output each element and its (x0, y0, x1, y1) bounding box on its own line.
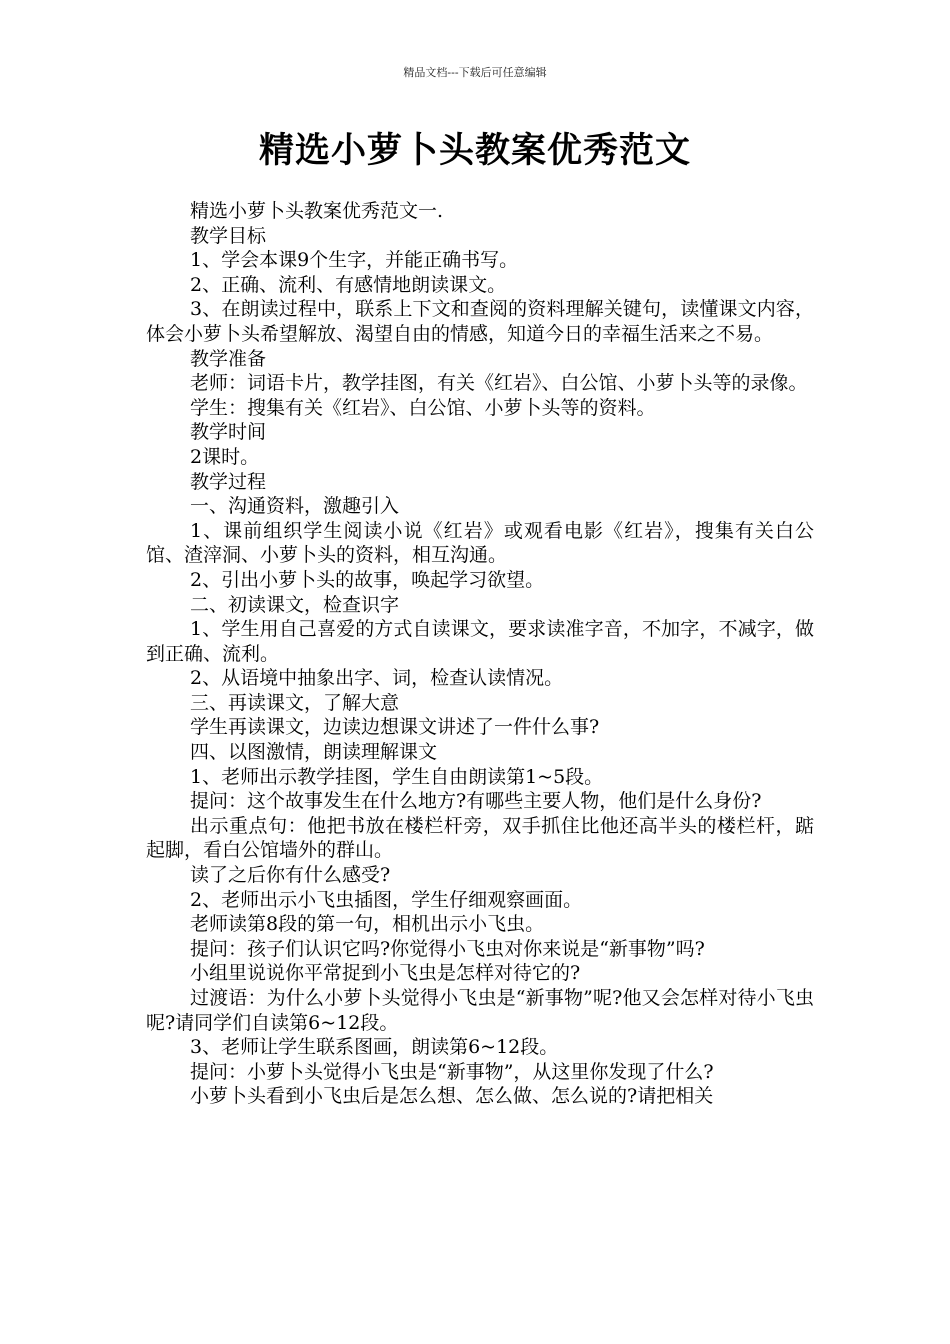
document-paragraph: 教学目标 (190, 224, 267, 247)
document-paragraph: 三、再读课文，了解大意 (190, 691, 400, 714)
document-paragraph: 提问：这个故事发生在什么地方?有哪些主要人物，他们是什么身份? (190, 790, 762, 813)
document-paragraph: 提问：孩子们认识它吗?你觉得小飞虫对你来说是“新事物”吗? (190, 937, 705, 960)
document-paragraph: 2课时。 (190, 445, 260, 468)
document-paragraph: 2、正确、流利、有感情地朗读课文。 (190, 273, 507, 296)
document-paragraph: 教学准备 (190, 347, 267, 370)
document-paragraph: 3、老师让学生联系图画，朗读第6~12段。 (190, 1036, 559, 1059)
document-paragraph: 1、课前组织学生阅读小说《红岩》或观看电影《红岩》，搜集有关白公馆、渣滓洞、小萝卜头的资料，相互沟通。 (146, 519, 814, 567)
document-paragraph: 小组里说说你平常捉到小飞虫是怎样对待它的? (190, 962, 581, 985)
document-title: 精选小萝卜头教案优秀范文 (258, 131, 691, 171)
document-paragraph: 老师：词语卡片，教学挂图，有关《红岩》、白公馆、小萝卜头等的录像。 (190, 372, 808, 395)
document-paragraph: 出示重点句：他把书放在楼栏杆旁，双手抓住比他还高半头的楼栏杆，踮起脚，看白公馆墙外的群山。 (146, 814, 814, 862)
page-header-note: 精品文档---下载后可任意编辑 (403, 66, 547, 79)
document-paragraph: 3、在朗读过程中，联系上下文和查阅的资料理解关键句，读懂课文内容，体会小萝卜头希望解放、渴望自由的情感，知道今日的幸福生活来之不易。 (146, 298, 814, 345)
document-paragraph: 教学时间 (190, 421, 267, 444)
document-paragraph: 过渡语：为什么小萝卜头觉得小飞虫是“新事物”呢?他又会怎样对待小飞虫呢?请同学们自读第6~12段。 (146, 987, 814, 1034)
document-paragraph: 教学过程 (190, 470, 267, 493)
document-paragraph: 1、学会本课9个生字，并能正确书写。 (190, 249, 519, 272)
document-paragraph: 学生再读课文，边读边想课文讲述了一件什么事? (190, 716, 600, 739)
document-paragraph: 1、学生用自己喜爱的方式自读课文，要求读准字音，不加字，不减字，做到正确、流利。 (146, 618, 814, 665)
document-paragraph: 学生：搜集有关《红岩》、白公馆、小萝卜头等的资料。 (190, 396, 656, 419)
document-body (146, 199, 814, 1109)
document-paragraph: 精选小萝卜头教案优秀范文一. (190, 200, 444, 222)
document-paragraph: 2、老师出示小飞虫插图，学生仔细观察画面。 (190, 888, 583, 911)
document-paragraph: 提问：小萝卜头觉得小飞虫是“新事物”，从这里你发现了什么? (190, 1060, 714, 1083)
document-paragraph: 二、初读课文，检查识字 (190, 593, 400, 616)
document-paragraph: 1、老师出示教学挂图，学生自由朗读第1~5段。 (190, 765, 604, 788)
document-paragraph: 老师读第8段的第一句，相机出示小飞虫。 (190, 913, 545, 936)
document-paragraph: 四、以图激情，朗读理解课文 (190, 741, 438, 764)
document-paragraph: 小萝卜头看到小飞虫后是怎么想、怎么做、怎么说的?请把相关 (190, 1085, 714, 1108)
document-paragraph: 读了之后你有什么感受? (190, 864, 391, 887)
document-paragraph: 2、引出小萝卜头的故事，唤起学习欲望。 (190, 568, 545, 591)
document-paragraph: 一、沟通资料，激趣引入 (190, 495, 400, 518)
document-paragraph: 2、从语境中抽象出字、词，检查认读情况。 (190, 667, 564, 690)
